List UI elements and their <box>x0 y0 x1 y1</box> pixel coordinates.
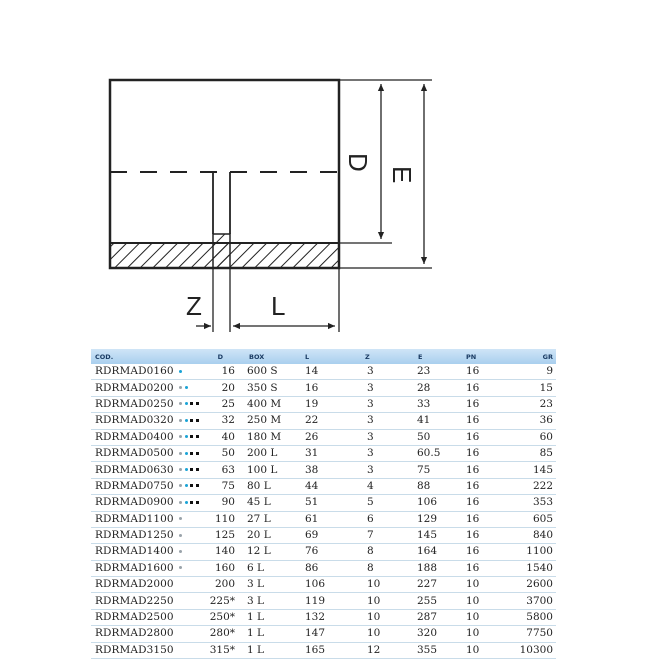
cell-e: 50 <box>407 429 459 445</box>
cell-l: 38 <box>295 462 357 478</box>
cell-l: 86 <box>295 560 357 576</box>
dimensions-table <box>91 349 556 659</box>
availability-dots <box>179 495 209 511</box>
cell-d: 25 <box>209 396 239 412</box>
cell-l: 76 <box>295 544 357 560</box>
cell-cod: RDRMAD0320 <box>91 413 179 429</box>
cell-box: 180 M <box>239 429 295 445</box>
cell-gr: 23 <box>507 396 556 412</box>
availability-dots <box>179 511 209 527</box>
grey-dot-icon <box>179 386 182 389</box>
black-dot-icon <box>196 402 199 405</box>
cell-box: 600 S <box>239 364 295 380</box>
cell-box: 45 L <box>239 495 295 511</box>
cell-d: 20 <box>209 380 239 396</box>
cell-z: 12 <box>357 642 407 658</box>
blue-dot-icon <box>185 484 188 487</box>
availability-dots <box>179 593 209 609</box>
cell-d: 110 <box>209 511 239 527</box>
blue-dot-icon <box>185 452 188 455</box>
table-row <box>91 560 556 576</box>
cell-d: 140 <box>209 544 239 560</box>
cell-pn: 16 <box>459 511 507 527</box>
cell-d: 63 <box>209 462 239 478</box>
cell-cod: RDRMAD0250 <box>91 396 179 412</box>
cell-gr: 36 <box>507 413 556 429</box>
cell-d: 125 <box>209 527 239 543</box>
header-l: L <box>305 352 310 361</box>
cell-cod: RDRMAD1100 <box>91 511 179 527</box>
cell-box: 20 L <box>239 527 295 543</box>
header-d: D <box>217 352 223 361</box>
table-row <box>91 626 556 642</box>
cell-box: 1 L <box>239 626 295 642</box>
cell-gr: 9 <box>507 364 556 380</box>
table-row <box>91 511 556 527</box>
cell-d: 90 <box>209 495 239 511</box>
cell-l: 147 <box>295 626 357 642</box>
cell-gr: 840 <box>507 527 556 543</box>
cell-cod: RDRMAD1250 <box>91 527 179 543</box>
cell-e: 41 <box>407 413 459 429</box>
black-dot-icon <box>190 402 193 405</box>
cell-cod: RDRMAD2500 <box>91 609 179 625</box>
cell-gr: 85 <box>507 445 556 461</box>
cell-l: 119 <box>295 593 357 609</box>
cell-gr: 222 <box>507 478 556 494</box>
black-dot-icon <box>190 484 193 487</box>
cell-l: 132 <box>295 609 357 625</box>
header-dots-spacer <box>179 349 209 364</box>
cell-box: 200 L <box>239 445 295 461</box>
table-row <box>91 413 556 429</box>
dimensions-table-container <box>91 349 556 659</box>
cell-d: 32 <box>209 413 239 429</box>
cell-z: 7 <box>357 527 407 543</box>
cell-e: 145 <box>407 527 459 543</box>
dim-label-l: L <box>271 291 286 321</box>
cell-pn: 16 <box>459 495 507 511</box>
cell-box: 3 L <box>239 593 295 609</box>
grey-dot-icon <box>179 402 182 405</box>
blue-dot-icon <box>185 501 188 504</box>
availability-dots <box>179 413 209 429</box>
table-row <box>91 364 556 380</box>
cell-pn: 16 <box>459 445 507 461</box>
cell-l: 26 <box>295 429 357 445</box>
cell-cod: RDRMAD0400 <box>91 429 179 445</box>
cell-pn: 16 <box>459 527 507 543</box>
cell-e: 287 <box>407 609 459 625</box>
black-dot-icon <box>196 501 199 504</box>
cell-d: 315* <box>209 642 239 658</box>
table-row <box>91 544 556 560</box>
cell-pn: 16 <box>459 413 507 429</box>
cell-gr: 3700 <box>507 593 556 609</box>
table-body <box>91 364 556 659</box>
black-dot-icon <box>190 435 193 438</box>
cell-d: 280* <box>209 626 239 642</box>
cell-gr: 1540 <box>507 560 556 576</box>
cell-gr: 7750 <box>507 626 556 642</box>
table-row <box>91 396 556 412</box>
cell-l: 22 <box>295 413 357 429</box>
cell-l: 61 <box>295 511 357 527</box>
cell-z: 3 <box>357 445 407 461</box>
black-dot-icon <box>196 452 199 455</box>
cell-d: 225* <box>209 593 239 609</box>
coupling-body <box>110 80 339 268</box>
blue-dot-icon <box>185 386 188 389</box>
cell-l: 69 <box>295 527 357 543</box>
cell-box: 6 L <box>239 560 295 576</box>
grey-dot-icon <box>179 501 182 504</box>
header-gr: GR <box>542 352 553 361</box>
table-row <box>91 577 556 593</box>
availability-dots <box>179 478 209 494</box>
cell-z: 3 <box>357 413 407 429</box>
cell-z: 3 <box>357 380 407 396</box>
cell-gr: 2600 <box>507 577 556 593</box>
black-dot-icon <box>196 435 199 438</box>
cell-cod: RDRMAD0630 <box>91 462 179 478</box>
table-row <box>91 429 556 445</box>
cell-d: 16 <box>209 364 239 380</box>
cell-e: 60.5 <box>407 445 459 461</box>
cell-cod: RDRMAD2250 <box>91 593 179 609</box>
cell-z: 4 <box>357 478 407 494</box>
cell-e: 106 <box>407 495 459 511</box>
header-cod: COD. <box>95 352 114 361</box>
cell-cod: RDRMAD3150 <box>91 642 179 658</box>
cell-cod: RDRMAD1600 <box>91 560 179 576</box>
black-dot-icon <box>196 468 199 471</box>
cell-gr: 10300 <box>507 642 556 658</box>
grey-dot-icon <box>179 468 182 471</box>
cell-pn: 10 <box>459 642 507 658</box>
grey-dot-icon <box>179 452 182 455</box>
cell-gr: 15 <box>507 380 556 396</box>
blue-dot-icon <box>185 402 188 405</box>
cell-e: 188 <box>407 560 459 576</box>
cell-pn: 16 <box>459 380 507 396</box>
dim-label-d: D <box>343 153 373 172</box>
cell-box: 350 S <box>239 380 295 396</box>
availability-dots <box>179 527 209 543</box>
cell-pn: 16 <box>459 429 507 445</box>
cell-gr: 353 <box>507 495 556 511</box>
cell-d: 50 <box>209 445 239 461</box>
availability-dots <box>179 577 209 593</box>
blue-dot-icon <box>185 419 188 422</box>
availability-dots <box>179 544 209 560</box>
table-row <box>91 527 556 543</box>
cell-cod: RDRMAD0200 <box>91 380 179 396</box>
grey-dot-icon <box>179 534 182 537</box>
cell-z: 5 <box>357 495 407 511</box>
cell-z: 3 <box>357 364 407 380</box>
cell-l: 51 <box>295 495 357 511</box>
blue-dot-icon <box>179 370 182 373</box>
table-row <box>91 478 556 494</box>
cell-pn: 16 <box>459 478 507 494</box>
cell-l: 31 <box>295 445 357 461</box>
availability-dots <box>179 462 209 478</box>
header-pn: PN <box>466 352 477 361</box>
black-dot-icon <box>190 452 193 455</box>
cell-cod: RDRMAD2000 <box>91 577 179 593</box>
cell-pn: 16 <box>459 544 507 560</box>
table-header-row <box>91 349 556 364</box>
availability-dots <box>179 560 209 576</box>
cell-box: 12 L <box>239 544 295 560</box>
table-row <box>91 593 556 609</box>
cell-l: 106 <box>295 577 357 593</box>
availability-dots <box>179 396 209 412</box>
availability-dots <box>179 626 209 642</box>
cell-e: 88 <box>407 478 459 494</box>
cell-pn: 10 <box>459 577 507 593</box>
cell-d: 250* <box>209 609 239 625</box>
header-z: Z <box>365 352 370 361</box>
blue-dot-icon <box>185 435 188 438</box>
cell-d: 40 <box>209 429 239 445</box>
cell-cod: RDRMAD0160 <box>91 364 179 380</box>
cell-z: 10 <box>357 626 407 642</box>
dim-label-z: Z <box>186 291 202 321</box>
cell-l: 14 <box>295 364 357 380</box>
cell-z: 3 <box>357 396 407 412</box>
cell-l: 44 <box>295 478 357 494</box>
black-dot-icon <box>196 484 199 487</box>
availability-dots <box>179 380 209 396</box>
cell-box: 100 L <box>239 462 295 478</box>
cell-d: 75 <box>209 478 239 494</box>
cell-e: 75 <box>407 462 459 478</box>
cell-e: 164 <box>407 544 459 560</box>
cell-z: 3 <box>357 462 407 478</box>
cell-box: 27 L <box>239 511 295 527</box>
table-row <box>91 462 556 478</box>
cell-pn: 10 <box>459 626 507 642</box>
black-dot-icon <box>190 468 193 471</box>
cell-z: 8 <box>357 560 407 576</box>
availability-dots <box>179 609 209 625</box>
cell-box: 1 L <box>239 642 295 658</box>
grey-dot-icon <box>179 435 182 438</box>
blue-dot-icon <box>185 468 188 471</box>
cell-gr: 145 <box>507 462 556 478</box>
cell-pn: 16 <box>459 396 507 412</box>
cell-pn: 10 <box>459 609 507 625</box>
cell-cod: RDRMAD1400 <box>91 544 179 560</box>
cell-e: 255 <box>407 593 459 609</box>
header-box: BOX <box>249 352 265 361</box>
table-row <box>91 445 556 461</box>
dim-label-e: E <box>387 166 417 184</box>
cell-pn: 16 <box>459 364 507 380</box>
dimension-lines <box>196 80 432 332</box>
table-row <box>91 380 556 396</box>
cell-e: 320 <box>407 626 459 642</box>
cell-d: 200 <box>209 577 239 593</box>
table-row <box>91 609 556 625</box>
cell-d: 160 <box>209 560 239 576</box>
availability-dots <box>179 364 209 380</box>
cell-e: 355 <box>407 642 459 658</box>
cell-box: 250 M <box>239 413 295 429</box>
cell-e: 23 <box>407 364 459 380</box>
table-row <box>91 495 556 511</box>
cell-cod: RDRMAD2800 <box>91 626 179 642</box>
cell-e: 28 <box>407 380 459 396</box>
availability-dots <box>179 445 209 461</box>
grey-dot-icon <box>179 484 182 487</box>
black-dot-icon <box>190 419 193 422</box>
cell-l: 16 <box>295 380 357 396</box>
cell-cod: RDRMAD0900 <box>91 495 179 511</box>
cell-gr: 5800 <box>507 609 556 625</box>
cell-box: 1 L <box>239 609 295 625</box>
cell-z: 10 <box>357 577 407 593</box>
cell-e: 129 <box>407 511 459 527</box>
cell-gr: 1100 <box>507 544 556 560</box>
cell-z: 6 <box>357 511 407 527</box>
cell-pn: 16 <box>459 462 507 478</box>
cell-l: 19 <box>295 396 357 412</box>
black-dot-icon <box>196 419 199 422</box>
grey-dot-icon <box>179 566 182 569</box>
cell-z: 3 <box>357 429 407 445</box>
cell-gr: 605 <box>507 511 556 527</box>
grey-dot-icon <box>179 550 182 553</box>
cell-e: 33 <box>407 396 459 412</box>
cell-e: 227 <box>407 577 459 593</box>
grey-dot-icon <box>179 419 182 422</box>
availability-dots <box>179 642 209 658</box>
black-dot-icon <box>190 501 193 504</box>
grey-dot-icon <box>179 517 182 520</box>
availability-dots <box>179 429 209 445</box>
cell-pn: 10 <box>459 593 507 609</box>
cell-box: 80 L <box>239 478 295 494</box>
cell-pn: 16 <box>459 560 507 576</box>
cell-cod: RDRMAD0750 <box>91 478 179 494</box>
header-e: E <box>418 352 423 361</box>
cell-gr: 60 <box>507 429 556 445</box>
cell-box: 400 M <box>239 396 295 412</box>
cell-z: 8 <box>357 544 407 560</box>
cell-cod: RDRMAD0500 <box>91 445 179 461</box>
cell-l: 165 <box>295 642 357 658</box>
cell-box: 3 L <box>239 577 295 593</box>
table-row <box>91 642 556 658</box>
cell-z: 10 <box>357 593 407 609</box>
cell-z: 10 <box>357 609 407 625</box>
